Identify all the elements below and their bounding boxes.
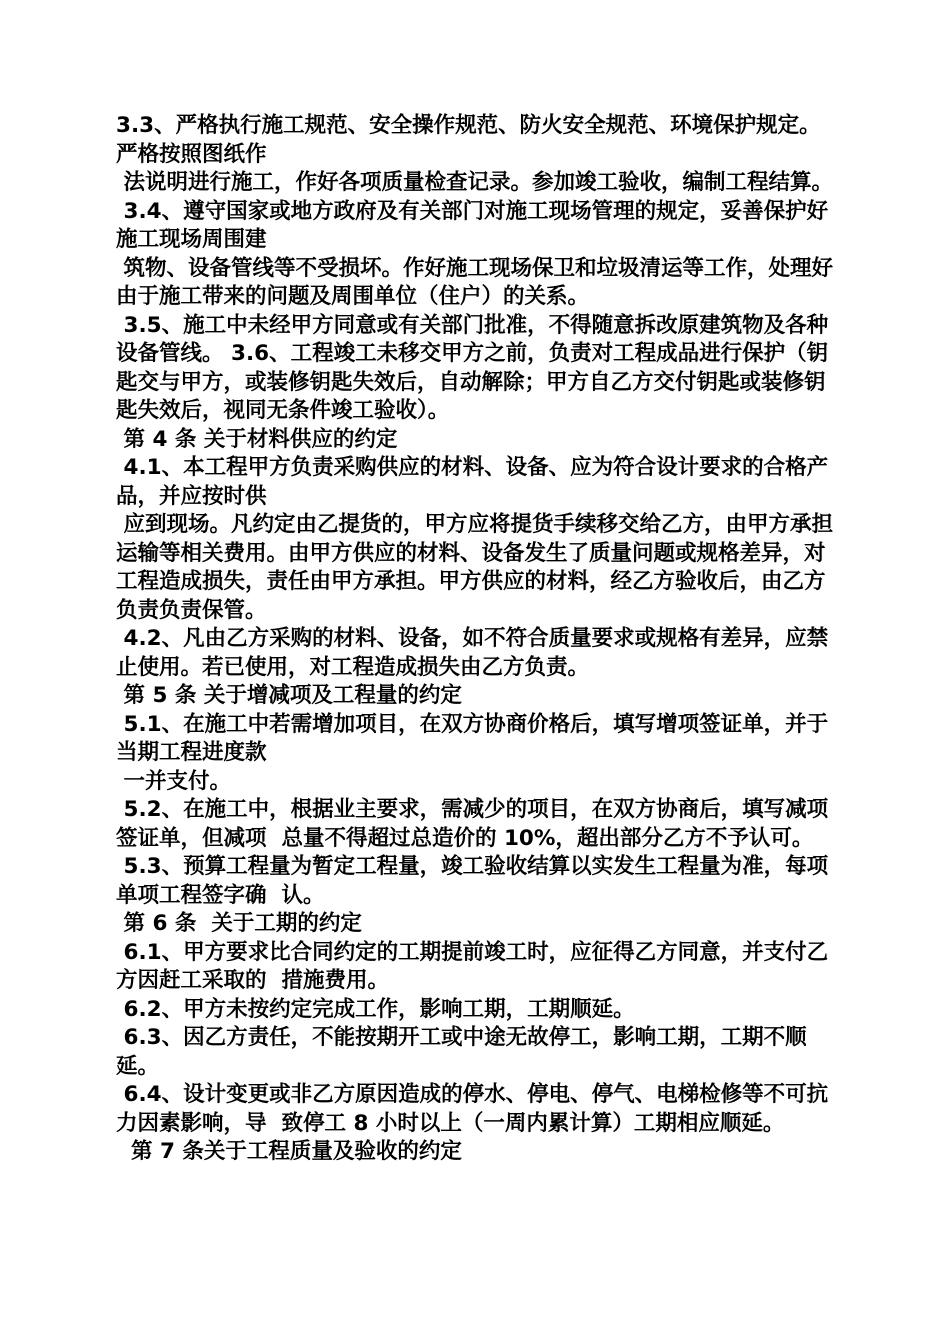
paragraph-5-1-cont: 一并支付。 <box>116 768 232 794</box>
section-heading-4: 第 4 条 关于材料供应的约定 <box>116 426 398 452</box>
document-body <box>116 112 840 1167</box>
paragraph-3-3-cont: 法说明进行施工，作好各项质量检查记录。参加竣工验收，编制工程结算。 <box>116 170 834 195</box>
paragraph-3-3: 3.3、严格执行施工规范、安全操作规范、防火安全规范、环境保护规定。严格按照图纸作 <box>116 113 821 167</box>
section-heading-5: 第 5 条 关于增减项及工程量的约定 <box>116 683 462 708</box>
paragraph-5-2: 5.2、在施工中，根据业主要求，需减少的项目，在双方协商后，填写减项签证单，但减项 总量不得超过总造价的 10%，超出部分乙方不予认可。 <box>116 797 829 851</box>
paragraph-6-3: 6.3、因乙方责任，不能按期开工或中途无故停工，影响工期，工期不顺延。 <box>116 1025 807 1079</box>
paragraph-6-2: 6.2、甲方未按约定完成工作，影响工期，工期顺延。 <box>116 996 635 1022</box>
paragraph-4-1: 4.1、本工程甲方负责采购供应的材料、设备、应为符合设计要求的合格产品，并应按时供 <box>116 455 829 509</box>
section-heading-7: 第 7 条关于工程质量及验收的约定 <box>116 1139 462 1164</box>
paragraph-4-1-cont: 应到现场。凡约定由乙提货的，甲方应将提货手续移交给乙方，由甲方承担运输等相关费用。由甲方供应的材料、设备发生了质量问题或规格差异，对工程造成损失，责任由甲方承担。甲方供应的材料，经乙方验收后，由乙方负责负责保管。 <box>116 512 834 623</box>
paragraph-4-2: 4.2、凡由乙方采购的材料、设备，如不符合质量要求或规格有差异，应禁止使用。若已使用，对工程造成损失由乙方负责。 <box>116 626 829 680</box>
paragraph-3-4-cont: 筑物、设备管线等不受损坏。作好施工现场保卫和垃圾清运等工作，处理好由于施工带来的问题及周围单位（住户）的关系。 <box>116 255 834 309</box>
paragraph-3-4: 3.4、遵守国家或地方政府及有关部门对施工现场管理的规定，妥善保护好施工现场周围建 <box>116 198 829 252</box>
paragraph-6-4: 6.4、设计变更或非乙方原因造成的停水、停电、停气、电梯检修等不可抗力因素影响，导 致停工 8 小时以上（一周内累计算）工期相应顺延。 <box>116 1082 829 1136</box>
paragraph-3-5-3-6: 3.5、施工中未经甲方同意或有关部门批准，不得随意拆改原建筑物及各种设备管线。 3.6、工程竣工未移交甲方之前，负责对工程成品进行保护（钥匙交与甲方，或装修钥匙失效后，自动解除；甲方自乙方交付钥匙或装修钥匙失效后，视同无条件竣工验收）。 <box>116 312 829 423</box>
paragraph-6-1: 6.1、甲方要求比合同约定的工期提前竣工时，应征得乙方同意，并支付乙方因赶工采取的 措施费用。 <box>116 939 829 993</box>
paragraph-5-3: 5.3、预算工程量为暂定工程量，竣工验收结算以实发生工程量为准，每项单项工程签字确 认。 <box>116 854 829 908</box>
section-heading-6: 第 6 条 关于工期的约定 <box>116 911 362 936</box>
paragraph-5-1: 5.1、在施工中若需增加项目，在双方协商价格后，填写增项签证单，并于当期工程进度款 <box>116 711 829 765</box>
